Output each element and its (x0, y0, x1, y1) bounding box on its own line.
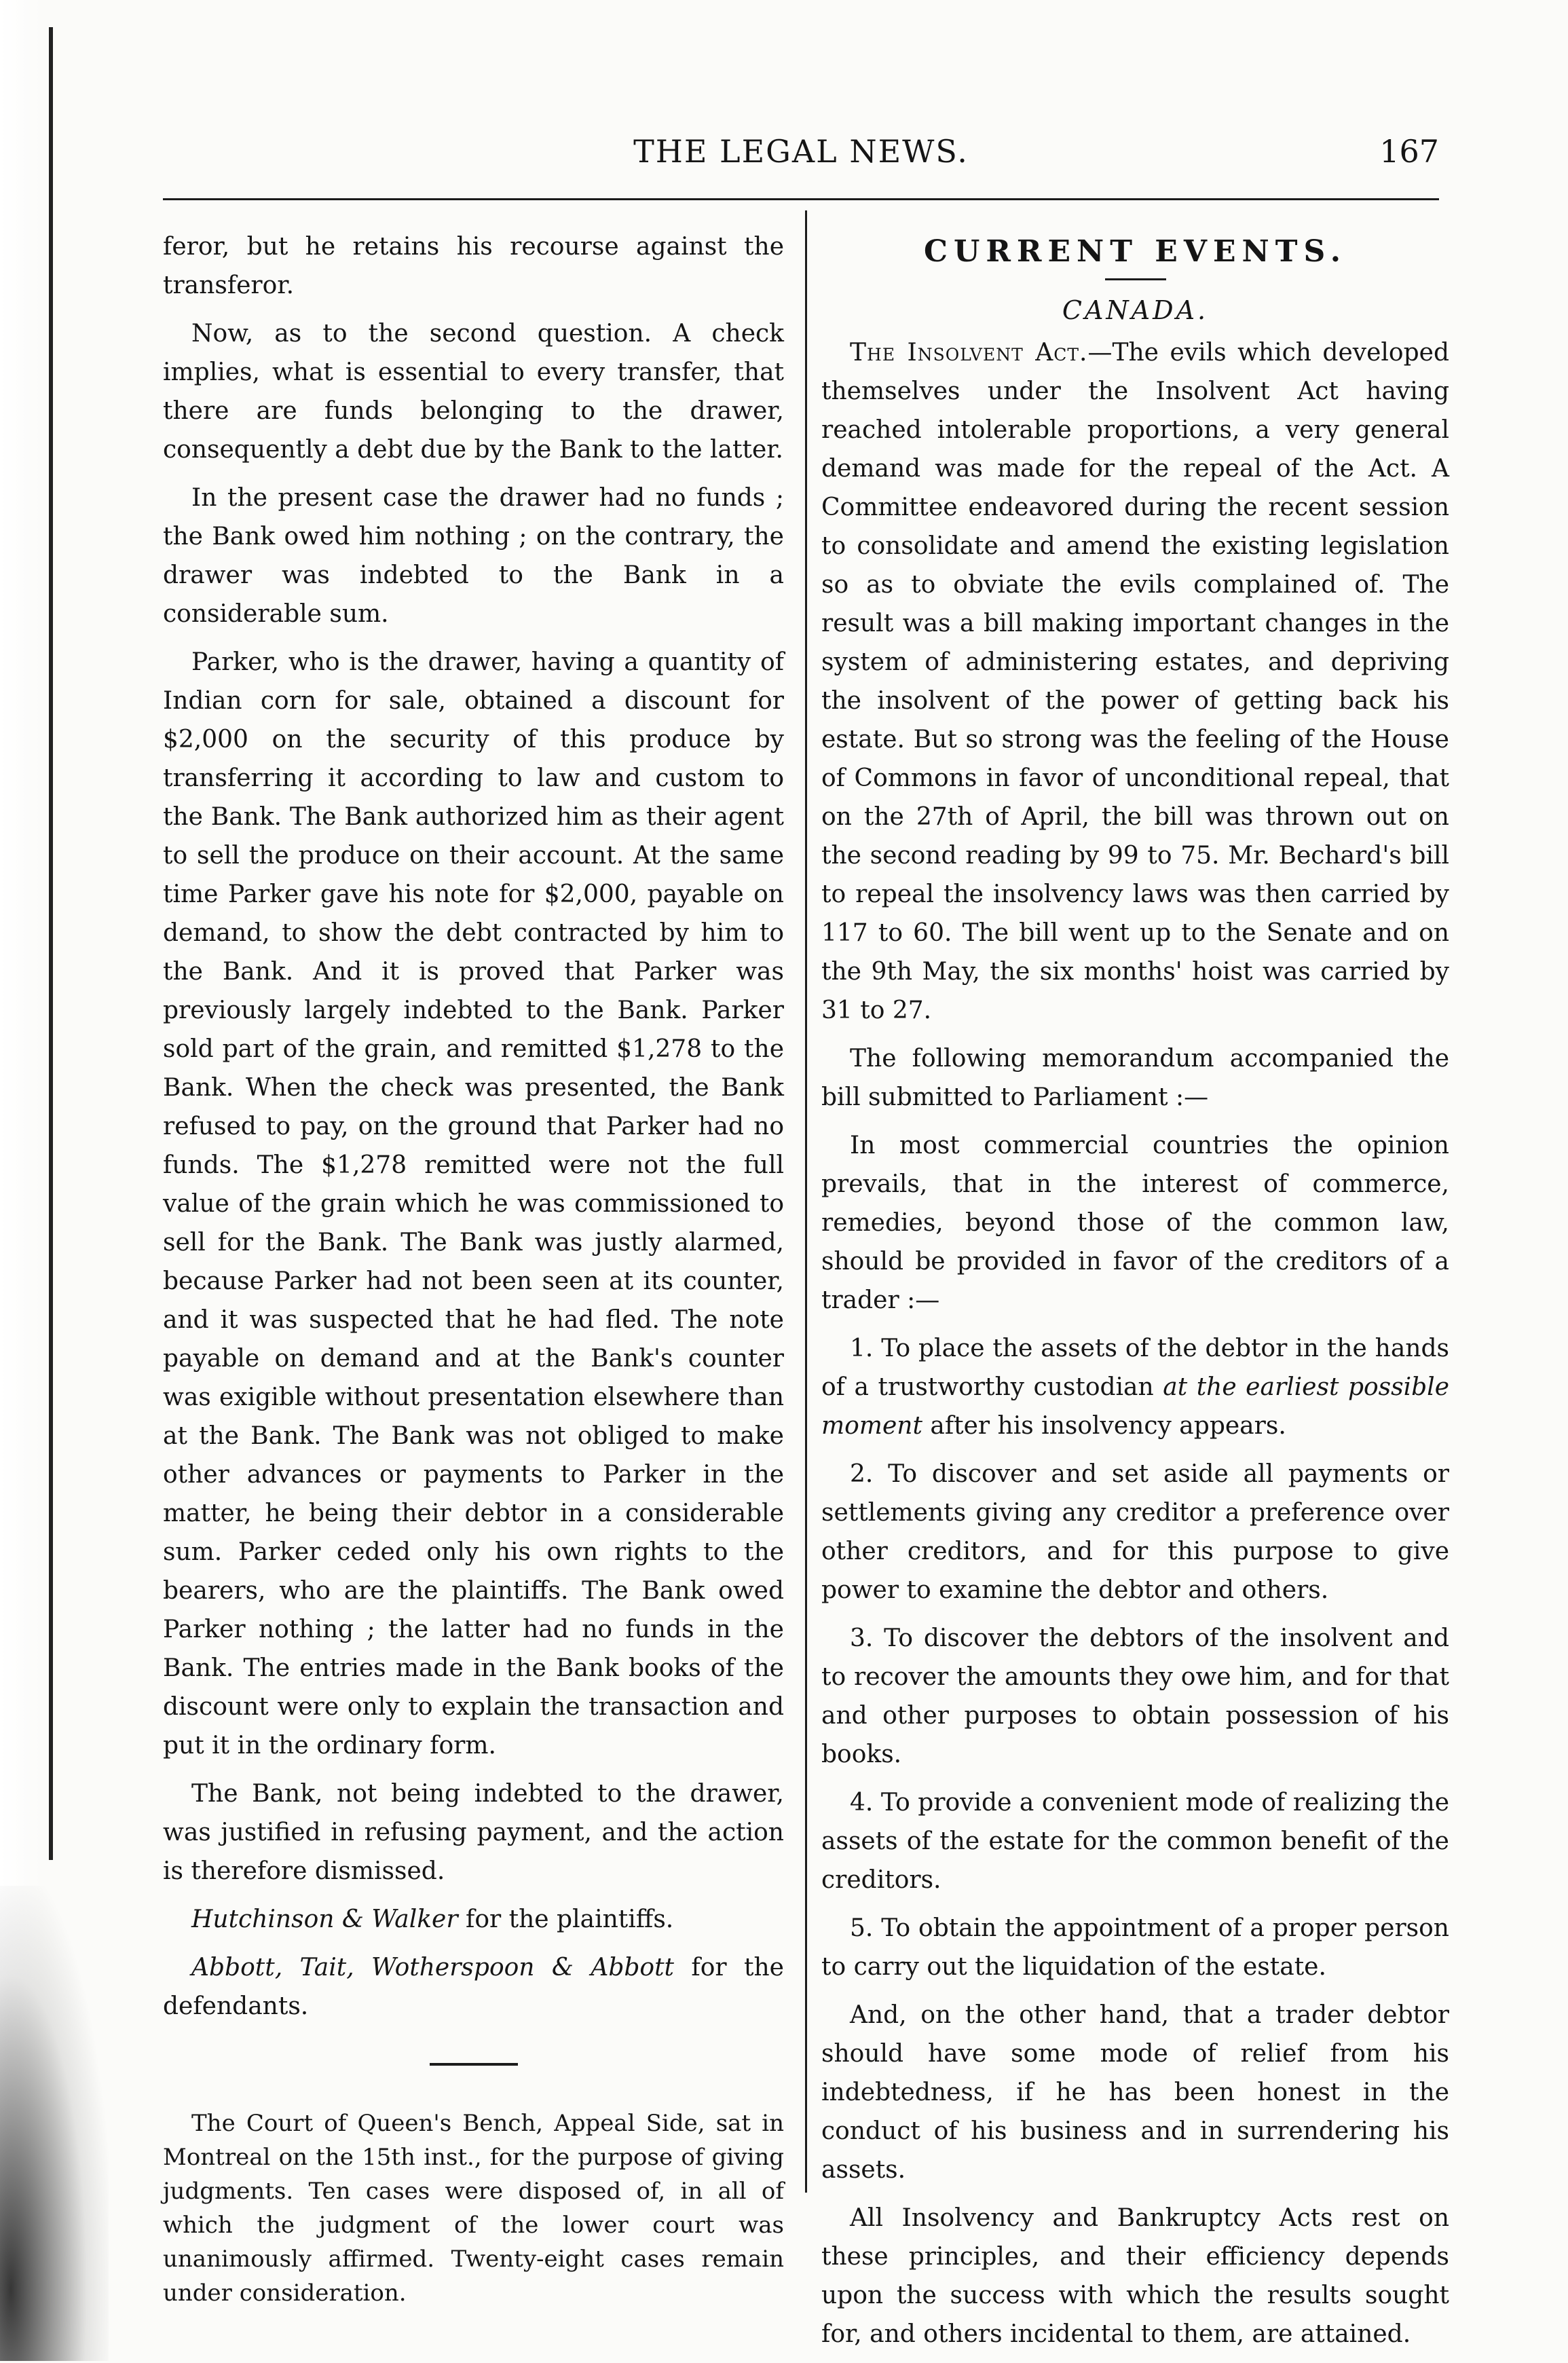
subsection-title: CANADA. (1062, 295, 1209, 325)
section-title: CURRENT EVENTS. (923, 234, 1347, 269)
paragraph: In most commercial countries the opinion prevails, that in the interest of commerce, remedies, beyond those of the common law, should be provided in favor of the creditors of a trader :— (821, 1132, 1449, 1314)
paragraph (821, 333, 1449, 1030)
list-item: 2. To discover and set aside all payments or settlements giving any creditor a preference over other creditors, and for this purpose to give power to examine the debtor and others. (821, 1460, 1449, 1604)
header-rule (163, 198, 1439, 200)
page-binding-edge (0, 0, 75, 2361)
paragraph: Now, as to the second question. A check implies, what is essential to every transfer, that there are funds belonging to the drawer, consequently a debt due by the Bank to the latter. (163, 320, 784, 464)
right-column (821, 227, 1449, 2363)
section-separator (430, 2063, 518, 2066)
paragraph: The Bank, not being indebted to the drawer, was justified in refusing payment, and the action is therefore dismissed. (163, 1780, 784, 1885)
court-notice: The Court of Queen's Bench, Appeal Side, sat in Montreal on the 15th inst., for the purpose of giving judgments. Ten cases were disposed of, in all of which the judgment of the lower court was unanimously affirmed. Twenty-eight cases remain under consideration. (163, 2110, 784, 2307)
column-divider (805, 210, 807, 2193)
list-item: 4. To provide a convenient mode of realizing the assets of the estate for the common benefit of the creditors. (821, 1789, 1449, 1894)
binding-shadow-line (49, 27, 53, 1860)
running-title: THE LEGAL NEWS. (633, 133, 969, 170)
paragraph: In the present case the drawer had no funds ; the Bank owed him nothing ; on the contrary, the drawer was indebted to the Bank in a considerable sum. (163, 484, 784, 628)
title-dash (1105, 278, 1166, 280)
counsel-defendants (163, 1948, 784, 2026)
item-emphasis: at the earliest possible moment (821, 1373, 1449, 1440)
counsel-role: for the plaintiffs. (458, 1905, 674, 1933)
counsel-names: Abbott, Tait, Wotherspoon & Abbott (191, 1954, 675, 1981)
item-text: after his insolvency appears. (922, 1412, 1286, 1440)
binding-ink-blot (0, 1886, 109, 2361)
counsel-plaintiffs (163, 1900, 784, 1939)
list-item (821, 1329, 1449, 1445)
paragraph: All Insolvency and Bankruptcy Acts rest on these principles, and their efficiency depends upon the success with which the results sought for, and others incidental to them, are attained. (821, 2204, 1449, 2348)
list-item: 5. To obtain the appointment of a proper person to carry out the liquidation of the estate. (821, 1914, 1449, 1981)
item-text: 1. To place the assets of the debtor in the hands of a trustworthy custodian (821, 1335, 1449, 1401)
page-header (163, 129, 1439, 190)
page-number: 167 (1379, 133, 1439, 170)
paragraph-body: —The evils which developed themselves under the Insolvent Act having reached intolerable proportions, a very general demand was made for the repeal of the Act. A Committee endeavored during the recent session to consolidate and amend the existing legislation so as to obviate the evils complained of. The result was a bill making important changes in the system of administering estates, and depriving the insolvent of the power of getting back his estate. But so strong was the feeling of the House of Commons in favor of unconditional repeal, that on the 27th of April, the bill was thrown out on the second reading by 99 to 75. Mr. Bechard's bill to repeal the insolvency laws was then carried by 117 to 60. The bill went up to the Senate and on the 9th May, the six months' hoist was carried by 31 to 27. (821, 339, 1449, 1024)
paragraph: feror, but he retains his recourse against the transferor. (163, 233, 784, 299)
counsel-names: Hutchinson & Walker (191, 1905, 458, 1933)
paragraph: Parker, who is the drawer, having a quantity of Indian corn for sale, obtained a discount for $2,000 on the security of this produce by transferring it according to law and custom to the Bank. The Bank authorized him as their agent to sell the produce on their account. At the same time Parker gave his note for $2,000, payable on demand, to show the debt contracted by him to the Bank. And it is proved that Parker was previously largely indebted to the Bank. Parker sold part of the grain, and remitted $1,278 to the Bank. When the check was presented, the Bank refused to pay, on the ground that Parker had no funds. The $1,278 remitted were not the full value of the grain which he was commissioned to sell for the Bank. The Bank was justly alarmed, because Parker had not been seen at its counter, and it was suspected that he had fled. The note payable on demand and at the Bank's counter was exigible without presentation elsewhere than at the Bank. The Bank was not obliged to make other advances or payments to Parker in the matter, he being their debtor in a considerable sum. Parker ceded only his own rights to the bearers, who are the plaintiffs. The Bank owed Parker nothing ; the latter had no funds in the Bank. The entries made in the Bank books of the discount were only to explain the transaction and put it in the ordinary form. (163, 648, 784, 1760)
list-item: 3. To discover the debtors of the insolvent and to recover the amounts they owe him, and for that and other purposes to obtain possession of his books. (821, 1624, 1449, 1768)
counsel-role: for the defendants. (163, 1954, 784, 2020)
paragraph: And, on the other hand, that a trader debtor should have some mode of relief from his indebtedness, if he has been honest in the conduct of his business and in surrendering his assets. (821, 2001, 1449, 2184)
lead-in: The Insolvent Act. (850, 339, 1088, 367)
paragraph: The following memorandum accompanied the bill submitted to Parliament :— (821, 1045, 1449, 1111)
left-column (163, 227, 784, 2320)
